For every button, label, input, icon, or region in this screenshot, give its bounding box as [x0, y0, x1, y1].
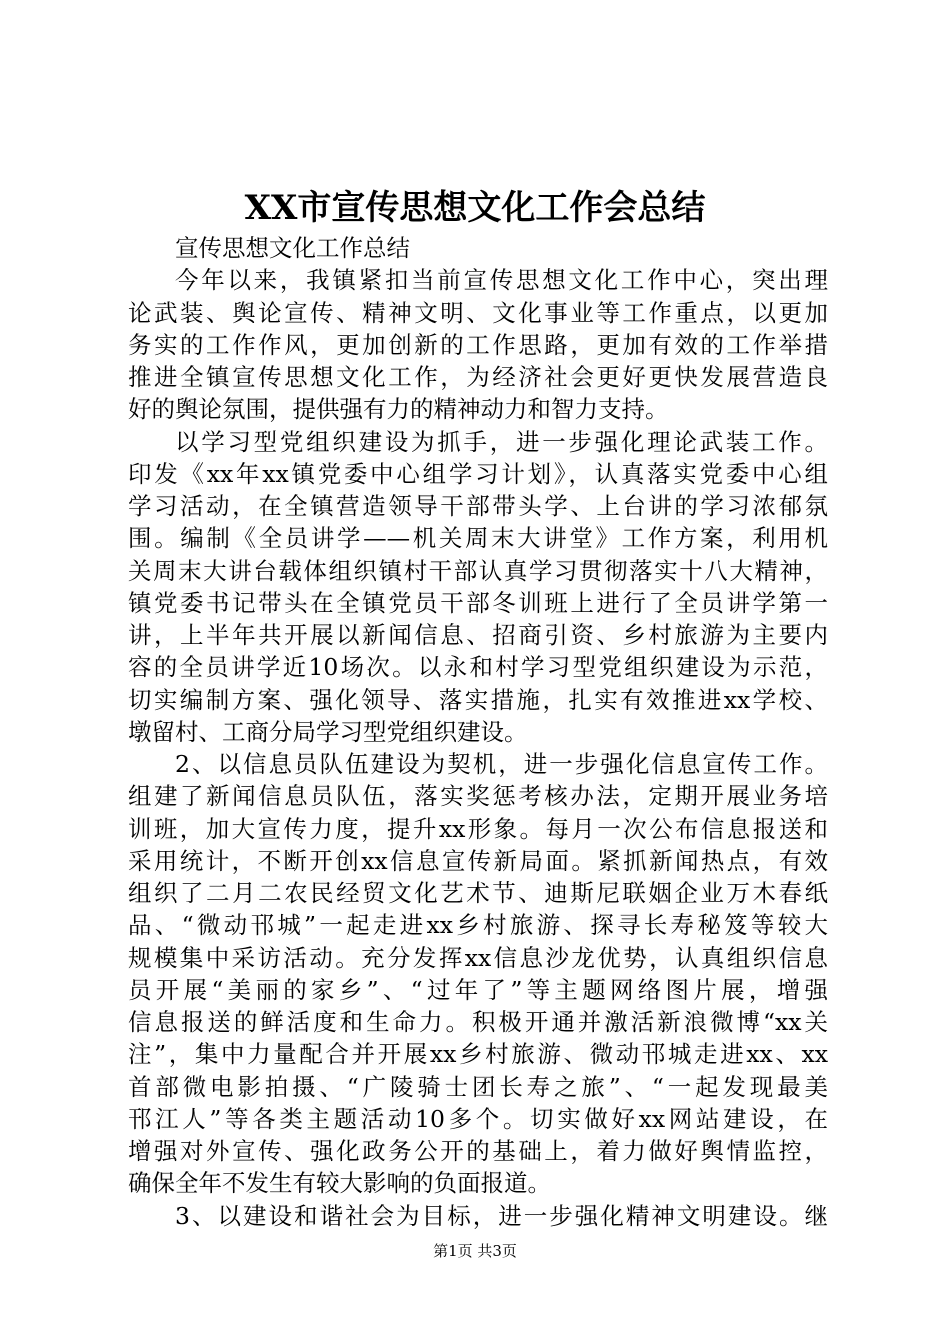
body-line: 围。编制《全员讲学——机关周末大讲堂》工作方案，利用机 [128, 524, 828, 553]
body-line: 规模集中采访活动。充分发挥xx信息沙龙优势，认真组织信息 [128, 943, 828, 972]
document-body [128, 232, 828, 1232]
document-title: XX市宣传思想文化工作会总结 [244, 188, 706, 228]
body-line: 增强对外宣传、强化政务公开的基础上，着力做好舆情监控， [128, 1137, 828, 1165]
body-line: 采用统计，不断开创xx信息宣传新局面。紧抓新闻热点，有效 [128, 846, 828, 875]
body-line: 员开展“美丽的家乡”、“过年了”等主题网络图片展，增强 [128, 975, 828, 1004]
body-line: 组织了二月二农民经贸文化艺术节、迪斯尼联姻企业万木春纸 [128, 879, 828, 907]
body-line: 训班，加大宣传力度，提升xx形象。每月一次公布信息报送和 [128, 814, 828, 843]
body-line: 3、以建设和谐社会为目标，进一步强化精神文明建设。继 [175, 1201, 828, 1230]
body-line: 容的全员讲学近10场次。以永和村学习型党组织建设为示范， [128, 653, 828, 682]
body-line: 切实编制方案、强化领导、落实措施，扎实有效推进xx学校、 [128, 685, 828, 714]
body-line: 论武装、舆论宣传、精神文明、文化事业等工作重点，以更加 [128, 298, 828, 327]
body-line: 组建了新闻信息员队伍，落实奖惩考核办法，定期开展业务培 [128, 782, 828, 811]
body-line: 务实的工作作风，更加创新的工作思路，更加有效的工作举措 [128, 330, 828, 359]
body-line: 墩留村、工商分局学习型党组织建设。 [128, 717, 528, 746]
body-line: 镇党委书记带头在全镇党员干部冬训班上进行了全员讲学第一 [128, 588, 828, 617]
body-line: 邗江人”等各类主题活动10多个。切实做好xx网站建设，在 [128, 1104, 828, 1133]
body-line: 信息报送的鲜活度和生命力。积极开通并激活新浪微博“xx关 [128, 1008, 828, 1036]
body-line: 首部微电影拍摄、“广陵骑士团长寿之旅”、“一起发现最美 [128, 1072, 828, 1101]
body-line: 注”，集中力量配合并开展xx乡村旅游、微动邗城走进xx、xx [128, 1040, 828, 1069]
body-line: 以学习型党组织建设为抓手，进一步强化理论武装工作。 [175, 427, 828, 456]
page-footer: 第1页 共3页 [433, 1242, 517, 1260]
body-line: 学习活动，在全镇营造领导干部带头学、上台讲的学习浓郁氛 [128, 492, 828, 520]
body-line: 2、以信息员队伍建设为契机，进一步强化信息宣传工作。 [175, 750, 828, 778]
body-line: 印发《xx年xx镇党委中心组学习计划》，认真落实党委中心组 [128, 459, 828, 488]
body-line: 今年以来，我镇紧扣当前宣传思想文化工作中心，突出理 [175, 266, 828, 295]
body-line: 宣传思想文化工作总结 [175, 234, 410, 262]
body-line: 关周末大讲台载体组织镇村干部认真学习贯彻落实十八大精神， [128, 556, 828, 585]
body-line: 讲，上半年共开展以新闻信息、招商引资、乡村旅游为主要内 [128, 621, 828, 649]
body-line: 确保全年不发生有较大影响的负面报道。 [128, 1169, 551, 1198]
body-line: 推进全镇宣传思想文化工作，为经济社会更好更快发展营造良 [128, 363, 828, 391]
body-line: 好的舆论氛围，提供强有力的精神动力和智力支持。 [128, 395, 669, 424]
body-line: 品、“微动邗城”一起走进xx乡村旅游、探寻长寿秘笈等较大 [128, 911, 828, 940]
